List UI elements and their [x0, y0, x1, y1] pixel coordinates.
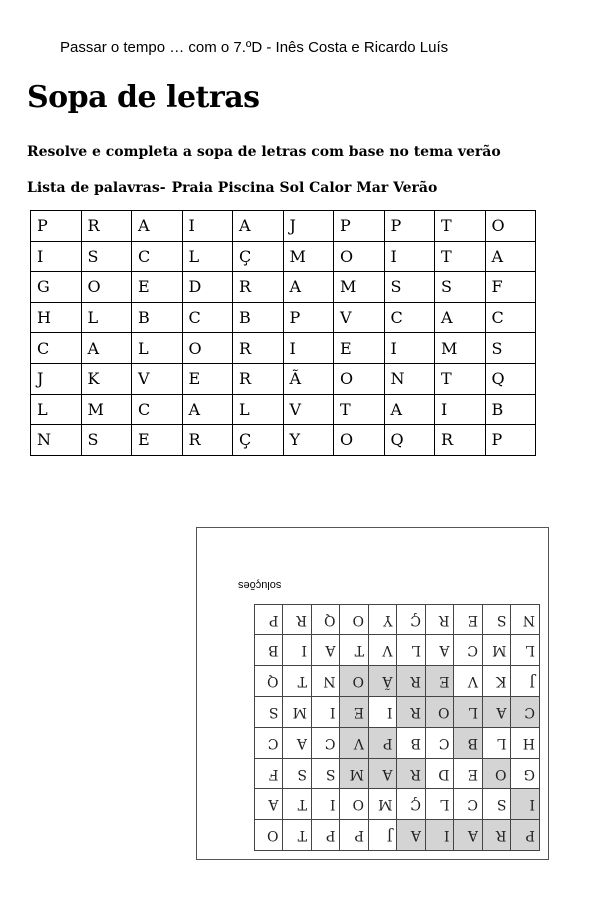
- solutions-box: [196, 527, 549, 860]
- grid-cell: I: [384, 333, 435, 364]
- solution-cell: A: [312, 635, 341, 666]
- solution-cell: B: [397, 727, 426, 758]
- solution-cell: A: [283, 727, 312, 758]
- solution-row: [255, 697, 540, 728]
- grid-cell: E: [334, 333, 385, 364]
- grid-cell: V: [334, 302, 385, 333]
- grid-row: [31, 241, 536, 272]
- solution-cell: Q: [312, 604, 341, 635]
- grid-cell: O: [485, 211, 536, 242]
- solution-cell: A: [397, 820, 426, 851]
- solution-row: [255, 666, 540, 697]
- instruction-text: Resolve e completa a sopa de letras com base no tema verão: [27, 144, 501, 160]
- solution-cell: C: [255, 727, 284, 758]
- grid-cell: R: [182, 425, 233, 456]
- solution-cell: M: [283, 697, 312, 728]
- solution-cell: T: [283, 666, 312, 697]
- grid-cell: Ã: [283, 363, 334, 394]
- grid-cell: S: [435, 272, 486, 303]
- grid-cell: L: [233, 394, 284, 425]
- solution-cell: O: [483, 758, 512, 789]
- solution-cell: L: [426, 789, 455, 820]
- grid-cell: B: [233, 302, 284, 333]
- solution-cell: C: [312, 727, 341, 758]
- solution-cell: L: [483, 727, 512, 758]
- grid-cell: T: [435, 211, 486, 242]
- grid-cell: T: [334, 394, 385, 425]
- solution-cell: I: [312, 789, 341, 820]
- grid-cell: A: [485, 241, 536, 272]
- grid-cell: C: [182, 302, 233, 333]
- word-search-grid: [30, 210, 536, 456]
- solution-cell: S: [312, 758, 341, 789]
- solution-cell: E: [454, 758, 483, 789]
- grid-cell: L: [182, 241, 233, 272]
- grid-cell: T: [435, 241, 486, 272]
- grid-cell: M: [81, 394, 132, 425]
- solution-cell: L: [454, 697, 483, 728]
- solution-cell: M: [369, 789, 398, 820]
- grid-cell: N: [384, 363, 435, 394]
- solution-cell: Y: [369, 604, 398, 635]
- grid-cell: C: [31, 333, 82, 364]
- solutions-rotated: [197, 528, 548, 859]
- solution-cell: E: [340, 697, 369, 728]
- grid-row: [31, 333, 536, 364]
- solution-cell: N: [312, 666, 341, 697]
- grid-cell: Ç: [233, 425, 284, 456]
- solution-cell: O: [340, 604, 369, 635]
- grid-cell: P: [334, 211, 385, 242]
- solution-cell: L: [511, 635, 540, 666]
- solution-cell: V: [454, 666, 483, 697]
- grid-cell: Y: [283, 425, 334, 456]
- grid-cell: S: [485, 333, 536, 364]
- solution-row: [255, 604, 540, 635]
- solution-cell: R: [397, 758, 426, 789]
- solution-cell: A: [426, 635, 455, 666]
- grid-cell: E: [132, 272, 183, 303]
- grid-cell: R: [81, 211, 132, 242]
- grid-cell: O: [334, 363, 385, 394]
- grid-cell: H: [31, 302, 82, 333]
- grid-cell: E: [182, 363, 233, 394]
- solution-cell: R: [426, 604, 455, 635]
- solution-cell: N: [511, 604, 540, 635]
- grid-row: [31, 363, 536, 394]
- solution-cell: T: [340, 635, 369, 666]
- solution-cell: L: [397, 635, 426, 666]
- solution-cell: I: [283, 635, 312, 666]
- grid-cell: O: [81, 272, 132, 303]
- grid-cell: V: [283, 394, 334, 425]
- grid-cell: S: [81, 425, 132, 456]
- solution-cell: P: [312, 820, 341, 851]
- solution-cell: A: [483, 697, 512, 728]
- solution-cell: P: [511, 820, 540, 851]
- solution-cell: A: [369, 758, 398, 789]
- solution-cell: S: [483, 604, 512, 635]
- solution-cell: G: [511, 758, 540, 789]
- grid-cell: C: [132, 241, 183, 272]
- grid-cell: R: [233, 363, 284, 394]
- solution-cell: P: [340, 820, 369, 851]
- solution-cell: Ç: [397, 789, 426, 820]
- solution-cell: T: [283, 789, 312, 820]
- solution-cell: D: [426, 758, 455, 789]
- grid-row: [31, 394, 536, 425]
- solutions-label: soluções: [238, 579, 282, 591]
- grid-cell: L: [81, 302, 132, 333]
- solution-cell: V: [340, 727, 369, 758]
- grid-cell: R: [435, 425, 486, 456]
- solution-cell: R: [283, 604, 312, 635]
- solution-cell: O: [426, 697, 455, 728]
- solution-cell: E: [454, 604, 483, 635]
- grid-cell: S: [81, 241, 132, 272]
- solution-cell: A: [255, 789, 284, 820]
- solution-cell: R: [483, 820, 512, 851]
- grid-cell: I: [384, 241, 435, 272]
- grid-cell: A: [435, 302, 486, 333]
- solution-cell: J: [511, 666, 540, 697]
- solution-cell: E: [426, 666, 455, 697]
- grid-cell: T: [435, 363, 486, 394]
- solution-cell: S: [255, 697, 284, 728]
- header-text: Passar o tempo … com o 7.ºD - Inês Costa e Ricardo Luís: [60, 39, 449, 56]
- solution-cell: Ã: [369, 666, 398, 697]
- solution-cell: I: [426, 820, 455, 851]
- grid-cell: V: [132, 363, 183, 394]
- solution-cell: I: [312, 697, 341, 728]
- grid-cell: B: [485, 394, 536, 425]
- grid-cell: Q: [485, 363, 536, 394]
- solution-row: [255, 789, 540, 820]
- grid-cell: O: [182, 333, 233, 364]
- solution-cell: B: [454, 727, 483, 758]
- grid-row: [31, 425, 536, 456]
- word-list-label: Lista de palavras-: [27, 180, 166, 196]
- grid-cell: G: [31, 272, 82, 303]
- grid-cell: A: [182, 394, 233, 425]
- grid-cell: K: [81, 363, 132, 394]
- solution-cell: B: [255, 635, 284, 666]
- solution-cell: T: [283, 820, 312, 851]
- grid-cell: E: [132, 425, 183, 456]
- grid-cell: Q: [384, 425, 435, 456]
- grid-cell: L: [132, 333, 183, 364]
- solution-cell: V: [369, 635, 398, 666]
- grid-cell: M: [435, 333, 486, 364]
- grid-row: [31, 211, 536, 242]
- grid-cell: D: [182, 272, 233, 303]
- grid-cell: M: [334, 272, 385, 303]
- grid-cell: A: [132, 211, 183, 242]
- grid-cell: A: [384, 394, 435, 425]
- grid-row: [31, 302, 536, 333]
- grid-cell: P: [384, 211, 435, 242]
- solution-cell: H: [511, 727, 540, 758]
- solution-cell: S: [283, 758, 312, 789]
- grid-cell: S: [384, 272, 435, 303]
- solution-cell: C: [454, 635, 483, 666]
- solution-cell: R: [397, 697, 426, 728]
- solution-cell: F: [255, 758, 284, 789]
- grid-cell: I: [283, 333, 334, 364]
- grid-cell: P: [283, 302, 334, 333]
- solution-cell: I: [511, 789, 540, 820]
- solution-cell: O: [340, 666, 369, 697]
- solutions-grid: [254, 604, 540, 851]
- solution-cell: C: [426, 727, 455, 758]
- solution-cell: J: [369, 820, 398, 851]
- word-list-words: Praia Piscina Sol Calor Mar Verão: [171, 180, 438, 196]
- grid-cell: A: [233, 211, 284, 242]
- solution-cell: O: [255, 820, 284, 851]
- word-list: [27, 180, 437, 196]
- grid-cell: R: [233, 272, 284, 303]
- page-title: Sopa de letras: [27, 80, 260, 115]
- grid-cell: O: [334, 425, 385, 456]
- solution-cell: P: [369, 727, 398, 758]
- solution-cell: M: [483, 635, 512, 666]
- grid-cell: Ç: [233, 241, 284, 272]
- grid-cell: A: [81, 333, 132, 364]
- solution-cell: P: [255, 604, 284, 635]
- solution-cell: C: [454, 789, 483, 820]
- grid-cell: N: [31, 425, 82, 456]
- grid-cell: J: [31, 363, 82, 394]
- solution-cell: Q: [255, 666, 284, 697]
- solution-cell: A: [454, 820, 483, 851]
- solution-cell: C: [511, 697, 540, 728]
- grid-cell: P: [31, 211, 82, 242]
- solution-row: [255, 635, 540, 666]
- grid-cell: O: [334, 241, 385, 272]
- grid-cell: P: [485, 425, 536, 456]
- grid-cell: I: [31, 241, 82, 272]
- solution-cell: S: [483, 789, 512, 820]
- solution-row: [255, 758, 540, 789]
- grid-cell: R: [233, 333, 284, 364]
- grid-cell: I: [182, 211, 233, 242]
- grid-cell: M: [283, 241, 334, 272]
- grid-cell: A: [283, 272, 334, 303]
- solution-cell: Ç: [397, 604, 426, 635]
- grid-cell: C: [384, 302, 435, 333]
- grid-cell: B: [132, 302, 183, 333]
- grid-row: [31, 272, 536, 303]
- solution-cell: K: [483, 666, 512, 697]
- solution-cell: O: [340, 789, 369, 820]
- solution-cell: M: [340, 758, 369, 789]
- grid-cell: F: [485, 272, 536, 303]
- grid-cell: C: [485, 302, 536, 333]
- grid-cell: C: [132, 394, 183, 425]
- solution-cell: I: [369, 697, 398, 728]
- solution-row: [255, 727, 540, 758]
- grid-cell: L: [31, 394, 82, 425]
- grid-cell: I: [435, 394, 486, 425]
- solution-row: [255, 820, 540, 851]
- grid-cell: J: [283, 211, 334, 242]
- solution-cell: R: [397, 666, 426, 697]
